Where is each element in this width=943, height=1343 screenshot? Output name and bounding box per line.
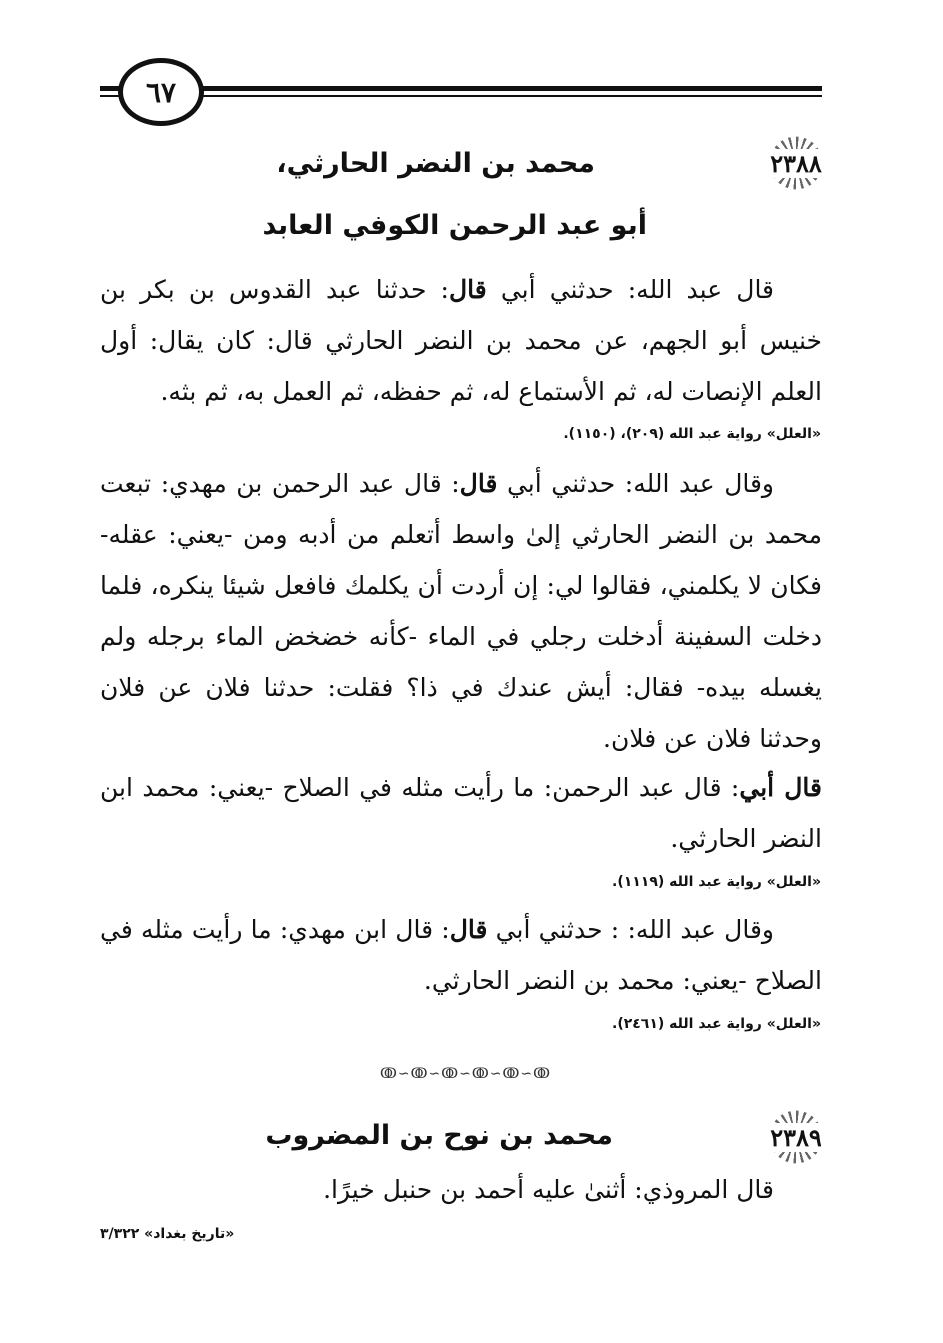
paragraph-bold: قال أبي [739,773,822,802]
entry-title-line1: محمد بن النضر الحارثي، [276,148,595,179]
page-number-badge [118,58,204,126]
paragraph-bold: قال [448,275,487,304]
paragraph-lead: قال عبد الله: حدثني أبي [486,275,775,304]
paragraph-text: : قال عبد الرحمن: ما رأيت مثله في الصلاح -يعني: محمد ابن النضر الحارثي. [100,773,822,853]
paragraph-text: : قال عبد الرحمن بن مهدي: تبعت محمد بن النضر الحارثي إلىٰ واسط أتعلم من أدبه ومن -يعني: عقله- فكان لا يكلمني، فقالوا لي: إن أردت أن يكلمك فافعل شيئا ينكره، فلما دخلت السفينة أدخلت رجلي في الماء -كأنه خضخض الماء برجله ولم يغسله بيده- فقال: أيش عندك في ذا؟ فقلت: حدثنا فلان عن فلان وحدثنا فلان عن فلان. [100,469,822,753]
paragraph-bold: قال [449,915,488,944]
source-citation: «العلل» رواية عبد الله (١١١٩). [612,874,821,890]
entry-number: ٢٣٨٩ [770,1122,822,1152]
divider-ornament: ↂ∽ↂ∽ↂ∽ↂ∽ↂ∽ↂ [380,1066,551,1082]
paragraph-text: : حدثنا عبد القدوس بن بكر بن خنيس أبو الجهم، عن محمد بن النضر الحارثي قال: كان يقال: أول العلم الإنصات له، ثم الأستماع له، ثم حفظه، ثم العمل به، ثم بثه. [100,275,822,406]
paragraph [100,1164,822,1215]
paragraph-lead: وقال عبد الله: : حدثني أبي [487,915,774,944]
paragraph [100,904,822,1006]
entry-title: محمد بن نوح بن المضروب [265,1120,613,1151]
paragraph-text: : قال ابن مهدي: ما رأيت مثله في الصلاح -يعني: محمد بن النضر الحارثي. [100,915,822,995]
entry-title-line2: أبو عبد الرحمن الكوفي العابد [262,210,647,241]
entry-number-rosette [760,132,832,194]
paragraph [100,264,822,417]
source-citation: «العلل» رواية عبد الله (٢٤٦١). [612,1016,821,1032]
entry-number-rosette [760,1106,832,1168]
paragraph-lead: وقال عبد الله: حدثني أبي [497,469,775,498]
source-citation: «تاريخ بغداد» ٣/٣٢٢ [100,1226,235,1242]
paragraph-bold: قال [459,469,498,498]
header-rule-bottom [100,95,822,97]
source-citation: «العلل» رواية عبد الله (٢٠٩)، (١١٥٠). [563,426,821,442]
entry-number: ٢٣٨٨ [770,148,822,178]
paragraph [100,762,822,864]
page-number: ٦٧ [145,75,177,109]
paragraph-text: قال المروذي: أثنىٰ عليه أحمد بن حنبل خيرًا. [323,1175,774,1204]
paragraph [100,458,822,764]
header-rule-top [100,86,822,91]
